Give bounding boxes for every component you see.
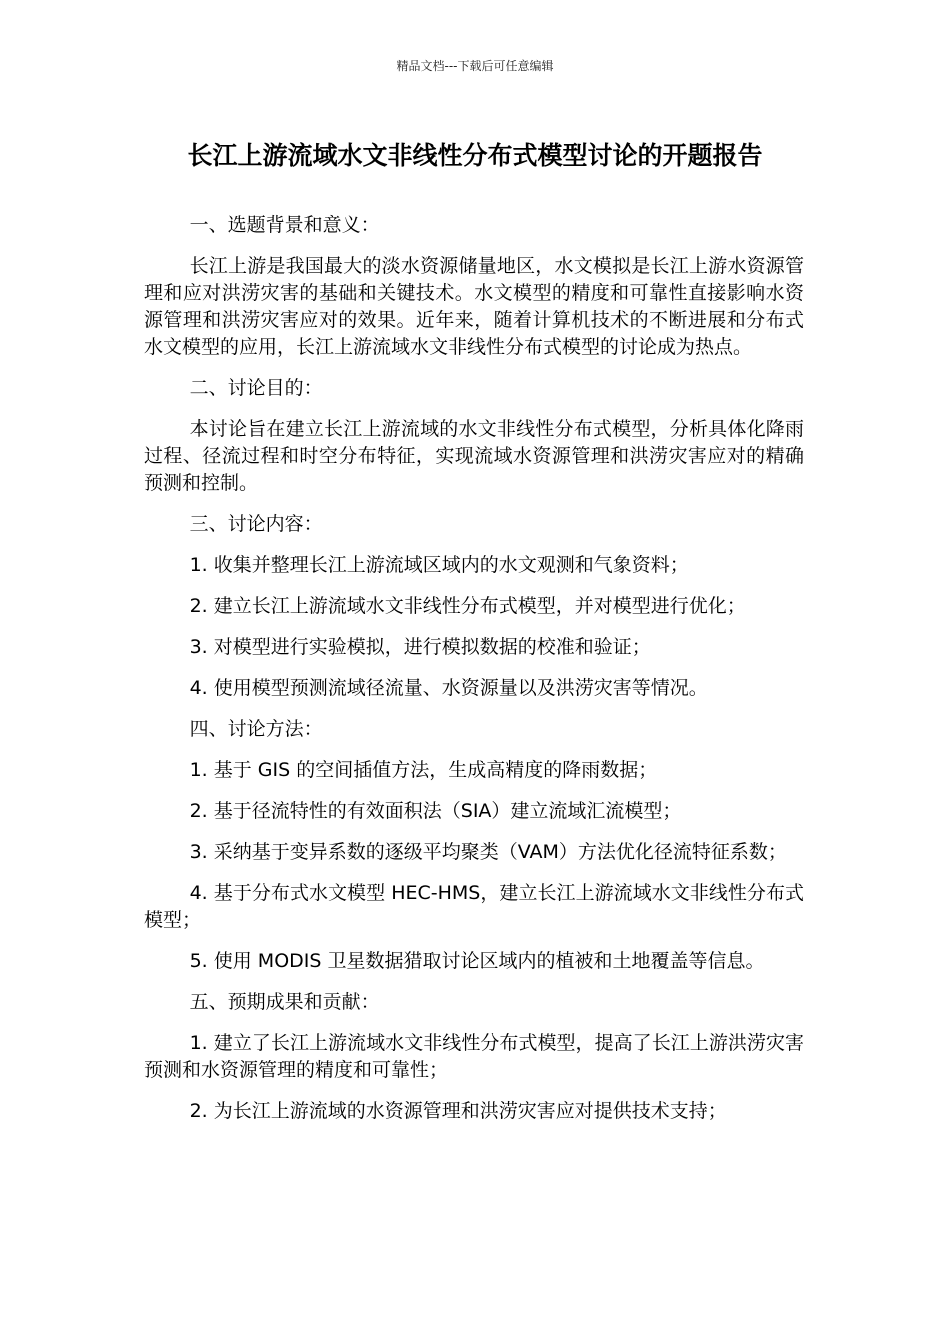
section-heading-background: 一、选题背景和意义： [189,214,380,236]
content-item-1: 1. 收集并整理长江上游流域区域内的水文观测和气象资料； [189,554,689,576]
method-item-5: 5. 使用 MODIS 卫星数据猎取讨论区域内的植被和土地覆盖等信息。 [189,950,765,972]
document-body [144,212,804,1139]
content-item-4: 4. 使用模型预测流域径流量、水资源量以及洪涝灾害等情况。 [189,677,708,699]
paragraph-purpose: 本讨论旨在建立长江上游流域的水文非线性分布式模型，分析具体化降雨过程、径流过程和时空分布特征，实现流域水资源管理和洪涝灾害应对的精确预测和控制。 [144,418,804,494]
method-item-4: 4. 基于分布式水文模型 HEC-HMS，建立长江上游流域水文非线性分布式模型； [144,882,804,931]
section-heading-purpose: 二、讨论目的： [189,377,323,399]
method-item-2: 2. 基于径流特性的有效面积法（SIA）建立流域汇流模型； [189,800,682,822]
content-item-3: 3. 对模型进行实验模拟，进行模拟数据的校准和验证； [189,636,651,658]
section-heading-methods: 四、讨论方法： [189,718,323,740]
paragraph-background: 长江上游是我国最大的淡水资源储量地区，水文模拟是长江上游水资源管理和应对洪涝灾害的基础和关键技术。水文模型的精度和可靠性直接影响水资源管理和洪涝灾害应对的效果。近年来，随着计算机技术的不断进展和分布式水文模型的应用，长江上游流域水文非线性分布式模型的讨论成为热点。 [144,255,804,358]
document-title: 长江上游流域水文非线性分布式模型讨论的开题报告 [187,141,763,170]
method-item-3: 3. 采纳基于变异系数的逐级平均聚类（VAM）方法优化径流特征系数； [189,841,787,863]
header-note: 精品文档---下载后可任意编辑 [396,59,554,73]
section-heading-content: 三、讨论内容： [189,513,323,535]
content-item-2: 2. 建立长江上游流域水文非线性分布式模型，并对模型进行优化； [189,595,746,617]
outcome-item-1: 1. 建立了长江上游流域水文非线性分布式模型，提高了长江上游洪涝灾害预测和水资源管理的精度和可靠性； [144,1032,804,1081]
method-item-1: 1. 基于 GIS 的空间插值方法，生成高精度的降雨数据； [189,759,658,781]
outcome-item-2: 2. 为长江上游流域的水资源管理和洪涝灾害应对提供技术支持； [189,1100,727,1122]
section-heading-outcomes: 五、预期成果和贡献： [189,991,380,1013]
